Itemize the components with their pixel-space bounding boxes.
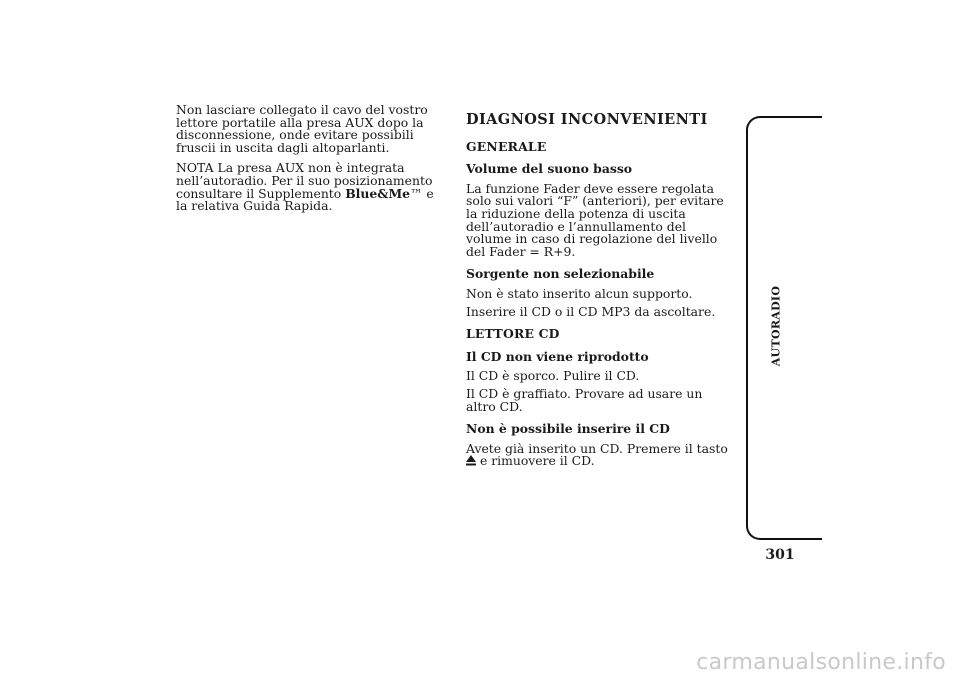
chapter-tab-text: AUTORADIO [769, 285, 783, 367]
note-text-start: NOTA La presa AUX non è integrata nell’autoradio. Per il suo posizionamento consultare il Supplemento [176, 160, 433, 201]
section-title: DIAGNOSI INCONVENIENTI [466, 111, 708, 128]
aux-note-paragraph [176, 162, 438, 212]
cd-insert-heading: Non è possibile inserire il CD [466, 421, 670, 437]
cd-insert-text [466, 440, 728, 469]
source-text-2: Inserire il CD o il CD MP3 da ascoltare. [466, 303, 716, 319]
left-column [176, 104, 438, 213]
watermark: carmanualsonline.info [696, 650, 946, 675]
section-cd-heading: LETTORE CD [466, 326, 560, 342]
low-volume-text: La funzione Fader deve essere regolata solo sui valori “F” (anteriori), per evitare la riduzione della potenza di uscita dell’autoradio e l’annullamento del volume in caso di regolazione del livello del Fader = R+9. [466, 180, 724, 259]
section-general-heading: GENERALE [466, 138, 547, 154]
low-volume-heading: Volume del suono basso [466, 161, 633, 177]
eject-icon [466, 455, 476, 469]
cd-not-play-text-1: Il CD è sporco. Pulire il CD. [466, 368, 640, 384]
right-column [466, 104, 728, 474]
brand-name: Blue&Me [345, 185, 411, 201]
note-text-end: ™ e la relativa Guida Rapida. [176, 185, 434, 214]
cd-insert-text-start: Avete già inserito un CD. Premere il tasto [466, 440, 728, 456]
source-text-1: Non è stato inserito alcun supporto. [466, 285, 693, 301]
aux-warning-paragraph: Non lasciare collegato il cavo del vostro lettore portatile alla presa AUX dopo la disconnessione, onde evitare possibili fruscii in uscita dagli altoparlanti. [176, 102, 428, 155]
source-heading: Sorgente non selezionabile [466, 266, 655, 282]
cd-not-play-heading: Il CD non viene riprodotto [466, 348, 649, 364]
cd-insert-text-end: e rimuovere il CD. [476, 453, 595, 469]
page-number: 301 [765, 547, 795, 563]
cd-not-play-text-2: Il CD è graffiato. Provare ad usare un altro CD. [466, 385, 703, 414]
chapter-tab [746, 116, 822, 540]
